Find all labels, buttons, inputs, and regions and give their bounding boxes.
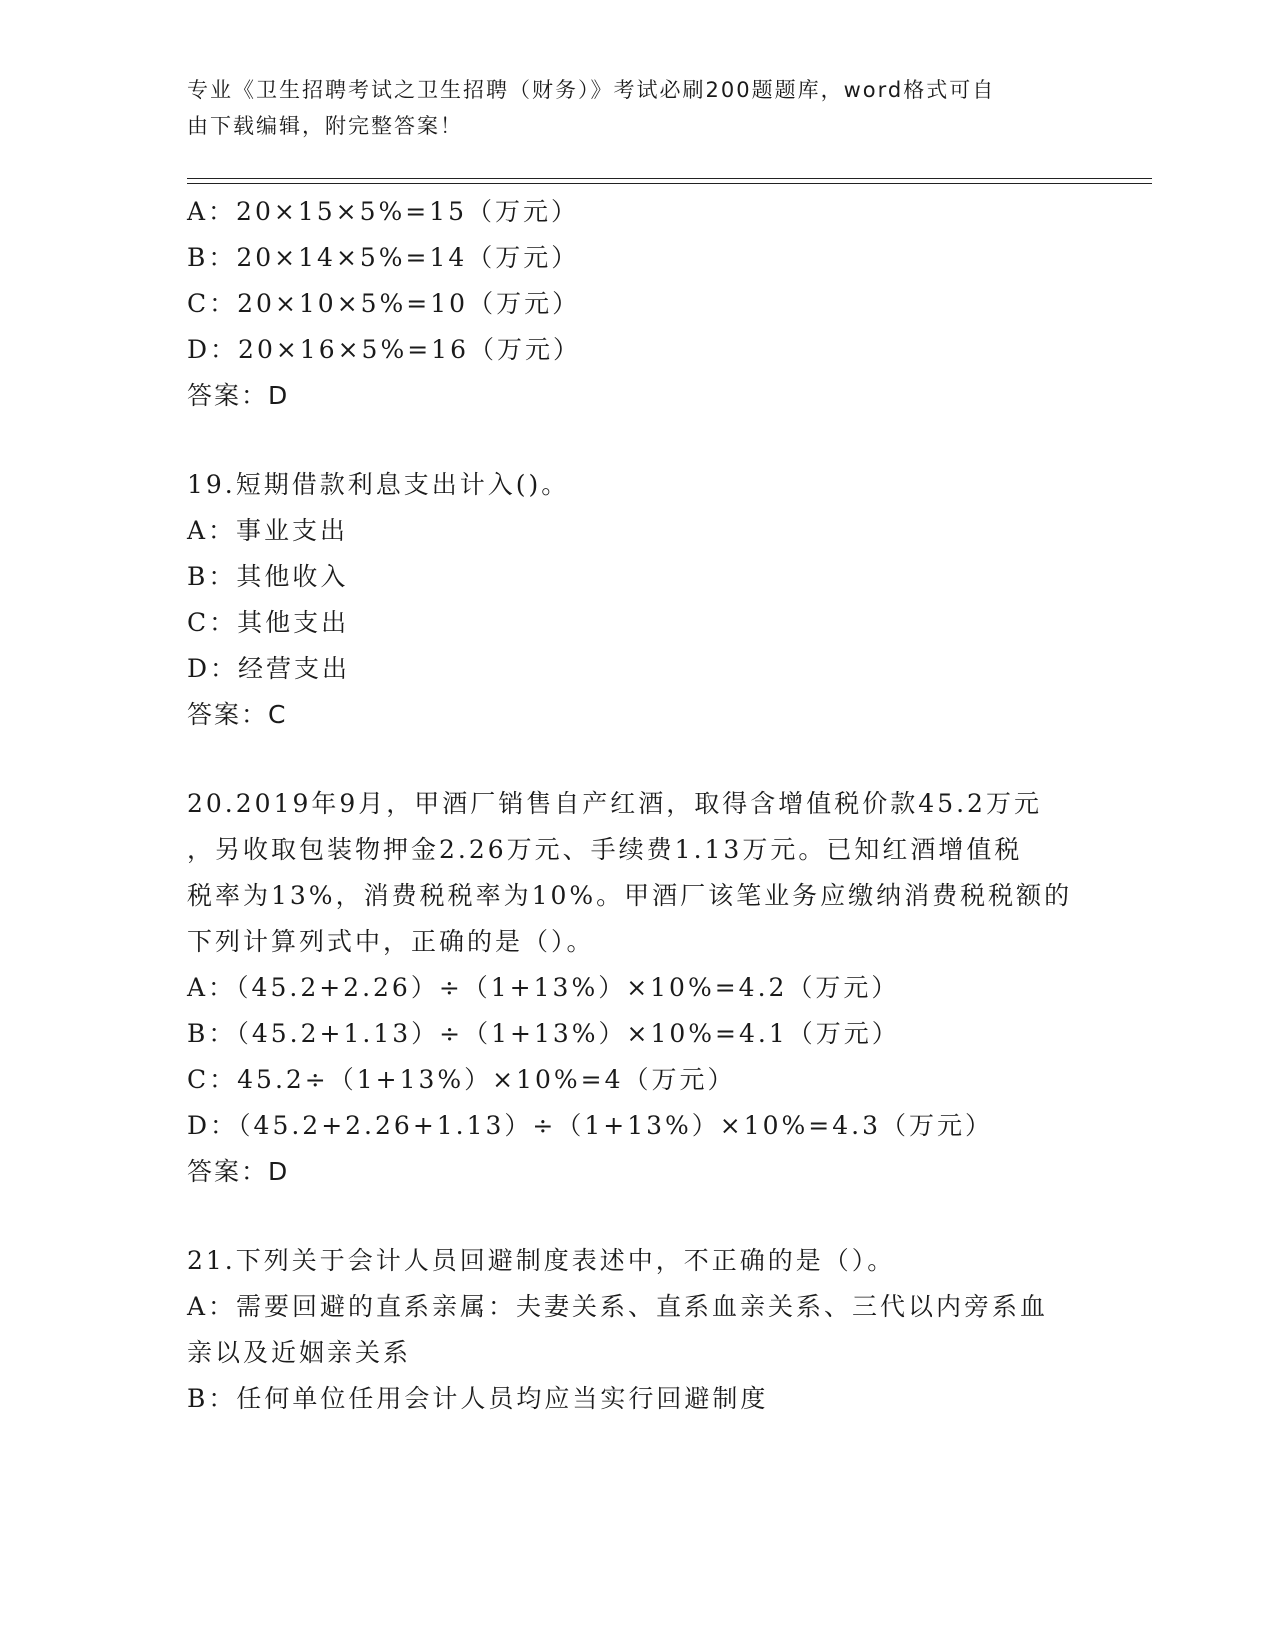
option-a: A：（45.2+2.26）÷（1+13%）×10%=4.2（万元） xyxy=(187,973,900,1002)
option-a: A：20×15×5%=15（万元） xyxy=(187,197,579,226)
option-c: C：45.2÷（1+13%）×10%=4（万元） xyxy=(187,1065,736,1094)
option-d: D：经营支出 xyxy=(187,654,351,683)
spacer xyxy=(187,419,1077,462)
question-18 xyxy=(187,189,1077,419)
spacer xyxy=(187,738,1077,781)
question-text: 21.下列关于会计人员回避制度表述中，不正确的是（）。 xyxy=(187,1246,896,1275)
answer-label: 答案：D xyxy=(187,1157,290,1186)
option-c: C：其他支出 xyxy=(187,608,350,637)
answer-label: 答案：D xyxy=(187,381,290,410)
question-21 xyxy=(187,1238,1077,1422)
option-c: C：20×10×5%=10（万元） xyxy=(187,289,581,318)
option-a-line-2: 亲以及近姻亲关系 xyxy=(187,1338,412,1367)
option-d: D：20×16×5%=16（万元） xyxy=(187,335,581,364)
question-20 xyxy=(187,781,1077,1195)
option-b: B：20×14×5%=14（万元） xyxy=(187,243,580,272)
question-text-line-1: 20.2019年9月，甲酒厂销售自产红酒，取得含增值税价款45.2万元 xyxy=(187,789,1042,818)
spacer xyxy=(187,1195,1077,1238)
question-text-line-4: 下列计算列式中，正确的是（）。 xyxy=(187,927,595,956)
answer-label: 答案：C xyxy=(187,700,288,729)
header-divider-top xyxy=(187,178,1152,179)
option-a-line-1: A：需要回避的直系亲属：夫妻关系、直系血亲关系、三代以内旁系血 xyxy=(187,1292,1049,1321)
question-text-line-3: 税率为13%，消费税税率为10%。甲酒厂该笔业务应缴纳消费税税额的 xyxy=(187,881,1073,910)
option-a: A：事业支出 xyxy=(187,516,349,545)
option-b: B：（45.2+1.13）÷（1+13%）×10%=4.1（万元） xyxy=(187,1019,900,1048)
question-text-line-2: ，另收取包装物押金2.26万元、手续费1.13万元。已知红酒增值税 xyxy=(187,835,1023,864)
option-b: B：任何单位任用会计人员均应当实行回避制度 xyxy=(187,1384,769,1413)
question-19 xyxy=(187,462,1077,738)
option-d: D：（45.2+2.26+1.13）÷（1+13%）×10%=4.3（万元） xyxy=(187,1111,994,1140)
header-line-1: 专业《卫生招聘考试之卫生招聘（财务）》考试必刷200题题库，word格式可自 xyxy=(187,78,996,102)
question-list xyxy=(187,189,1077,1422)
option-b: B：其他收入 xyxy=(187,562,349,591)
document-header xyxy=(187,72,1077,144)
header-line-2: 由下载编辑，附完整答案！ xyxy=(187,114,463,138)
question-text: 19.短期借款利息支出计入()。 xyxy=(187,470,570,499)
header-divider-bottom xyxy=(187,183,1152,184)
